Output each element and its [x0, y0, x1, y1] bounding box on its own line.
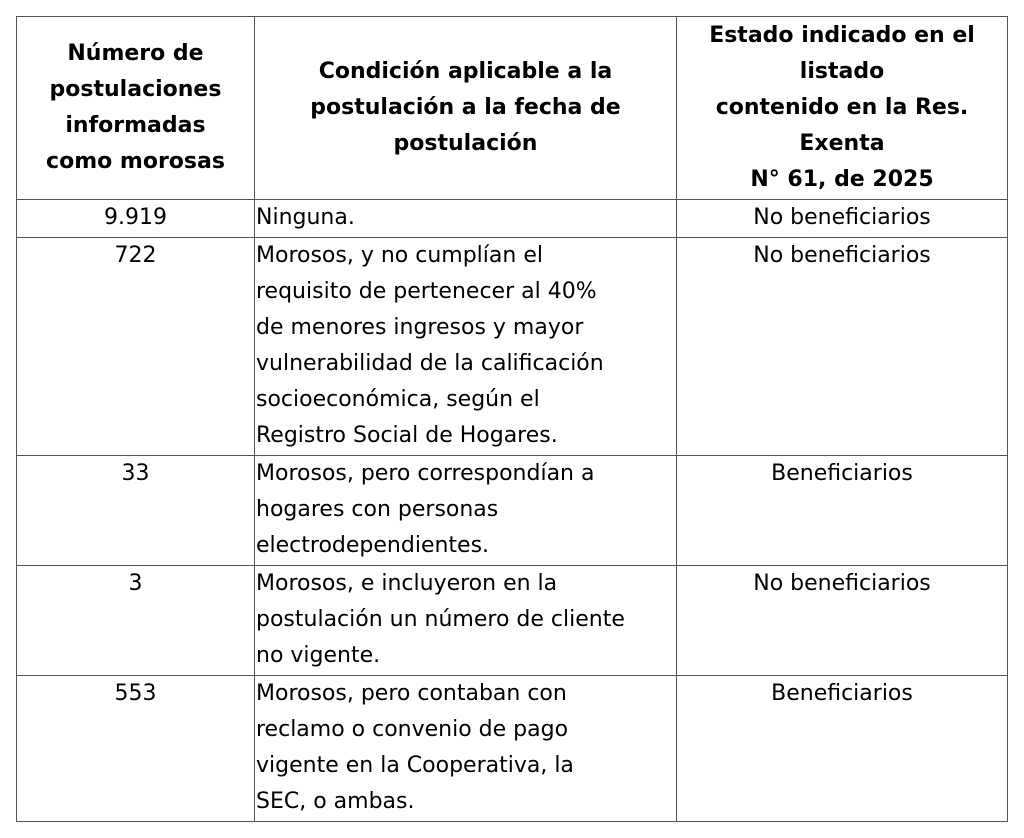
- header-line: Exenta: [799, 131, 885, 156]
- count-cell: 33: [17, 456, 255, 566]
- header-line: informadas: [65, 113, 206, 138]
- condition-line: reclamo o convenio de pago: [256, 717, 569, 742]
- condition-line: Morosos, e incluyeron en la: [256, 571, 558, 596]
- morosos-table: [16, 16, 1008, 822]
- condition-line: electrodependientes.: [256, 533, 490, 558]
- condition-line: hogares con personas: [256, 497, 499, 522]
- condition-line: SEC, o ambas.: [256, 789, 415, 814]
- status-cell: Beneficiarios: [677, 456, 1008, 566]
- count-cell: 553: [17, 676, 255, 822]
- table-row: [17, 566, 1008, 676]
- header-line: listado: [799, 59, 885, 84]
- header-line: N° 61, de 2025: [750, 167, 934, 192]
- header-count: [17, 17, 255, 200]
- header-line: Condición aplicable a la: [318, 59, 613, 84]
- condition-cell: [255, 676, 677, 822]
- header-line: contenido en la Res.: [715, 95, 969, 120]
- status-cell: No beneficiarios: [677, 566, 1008, 676]
- condition-line: no vigente.: [256, 643, 381, 668]
- header-line: Estado indicado en el: [709, 23, 975, 48]
- header-line: como morosas: [46, 149, 225, 174]
- condition-line: socioeconómica, según el: [256, 387, 540, 412]
- table-row: [17, 676, 1008, 822]
- condition-cell: [255, 200, 677, 238]
- table-row: [17, 200, 1008, 238]
- condition-line: vigente en la Cooperativa, la: [256, 753, 574, 778]
- status-cell: No beneficiarios: [677, 238, 1008, 456]
- condition-line: Morosos, pero correspondían a: [256, 461, 595, 486]
- status-cell: Beneficiarios: [677, 676, 1008, 822]
- header-status: [677, 17, 1008, 200]
- count-cell: 722: [17, 238, 255, 456]
- condition-cell: [255, 238, 677, 456]
- condition-line: Registro Social de Hogares.: [256, 423, 558, 448]
- condition-line: vulnerabilidad de la calificación: [256, 351, 604, 376]
- condition-line: Morosos, y no cumplían el: [256, 243, 543, 268]
- header-line: postulación: [393, 131, 538, 156]
- status-cell: No beneficiarios: [677, 200, 1008, 238]
- condition-line: de menores ingresos y mayor: [256, 315, 584, 340]
- count-cell: 3: [17, 566, 255, 676]
- header-line: Número de: [67, 41, 204, 66]
- header-line: postulaciones: [49, 77, 222, 102]
- header-line: postulación a la fecha de: [310, 95, 621, 120]
- table-row: [17, 238, 1008, 456]
- condition-cell: [255, 566, 677, 676]
- table-row: [17, 456, 1008, 566]
- condition-line: postulación un número de cliente: [256, 607, 625, 632]
- condition-line: requisito de pertenecer al 40%: [256, 279, 597, 304]
- condition-line: Morosos, pero contaban con: [256, 681, 567, 706]
- count-cell: 9.919: [17, 200, 255, 238]
- header-row: [17, 17, 1008, 200]
- header-condition: [255, 17, 677, 200]
- condition-line: Ninguna.: [256, 205, 355, 230]
- condition-cell: [255, 456, 677, 566]
